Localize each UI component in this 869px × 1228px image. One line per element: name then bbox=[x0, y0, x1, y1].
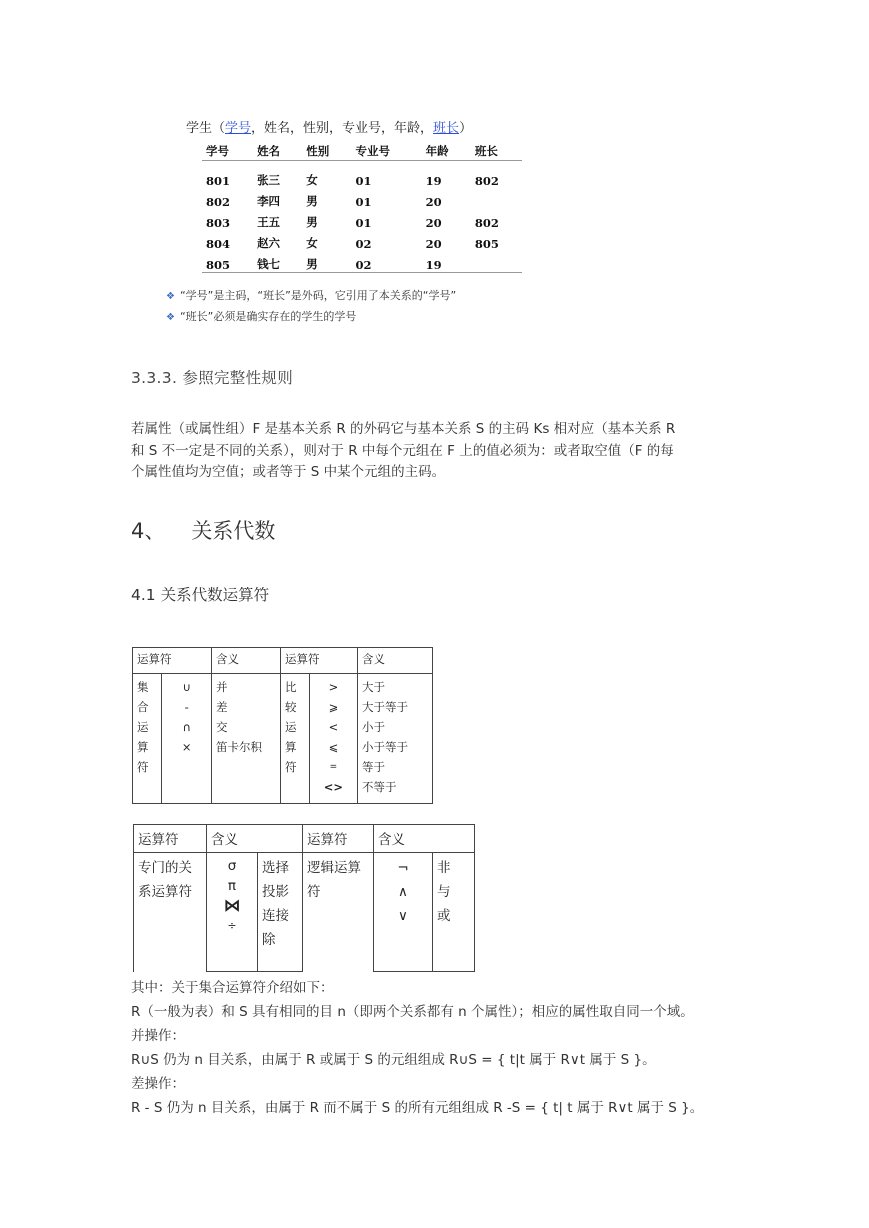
set-operator-meanings bbox=[212, 674, 281, 804]
student-relation-figure bbox=[166, 108, 534, 326]
cell: 20 bbox=[425, 216, 442, 230]
meaning: 非 bbox=[437, 860, 451, 877]
meaning: 不等于 bbox=[362, 780, 397, 794]
cell: 802 bbox=[474, 174, 499, 188]
header-cell: 姓名 bbox=[253, 143, 302, 161]
set-operator-symbols bbox=[162, 674, 212, 804]
group-label-text: 比较运算符 bbox=[285, 680, 297, 774]
symbol: × bbox=[181, 740, 192, 754]
relational-operator-meanings bbox=[258, 853, 303, 972]
difference-definition: R - S 仍为 n 目关系，由属于 R 而不属于 S 的所有元组组成 R -S = { t| t 属于 R∨t 属于 S }。 bbox=[131, 1100, 704, 1116]
symbol: = bbox=[329, 762, 338, 772]
meaning: 除 bbox=[262, 932, 276, 949]
cell: 19 bbox=[425, 174, 442, 188]
header-cell: 班长 bbox=[471, 143, 522, 161]
symbol: σ bbox=[227, 858, 237, 875]
cell: 男 bbox=[302, 251, 351, 273]
header-cell: 学号 bbox=[202, 143, 253, 161]
table-row bbox=[202, 230, 522, 251]
symbol: < bbox=[328, 720, 339, 734]
header-cell: 含义 bbox=[212, 648, 281, 674]
cell: 19 bbox=[422, 251, 471, 273]
operator-table-set-comparison bbox=[132, 647, 433, 804]
meaning: 与 bbox=[437, 884, 451, 901]
meaning: 交 bbox=[216, 720, 228, 734]
cell bbox=[471, 251, 522, 273]
cell: 02 bbox=[355, 237, 372, 251]
table-row bbox=[202, 251, 522, 273]
symbol: ¬ bbox=[397, 860, 409, 877]
symbol: <> bbox=[323, 780, 344, 794]
meaning: 连接 bbox=[262, 908, 289, 925]
logical-operator-symbols bbox=[374, 853, 433, 972]
symbol: ÷ bbox=[227, 919, 237, 933]
paragraph-line: 其中：关于集合运算符介绍如下： bbox=[131, 980, 334, 996]
comparison-operator-meanings bbox=[358, 674, 433, 804]
meaning: 大于 bbox=[362, 680, 385, 694]
meaning: 选择 bbox=[262, 860, 289, 877]
cell: 802 bbox=[474, 216, 499, 230]
relational-operator-group-label bbox=[134, 853, 207, 972]
diamond-bullet-icon: ❖ bbox=[166, 312, 175, 323]
cell: 20 bbox=[425, 195, 442, 209]
caption-suffix: ） bbox=[459, 121, 473, 136]
note-monitor-must-exist bbox=[166, 308, 356, 324]
student-schema-caption bbox=[186, 117, 472, 136]
group-label-text: 逻辑运算符 bbox=[307, 860, 361, 901]
section-number: 4、 bbox=[131, 519, 166, 543]
symbol: ⩽ bbox=[328, 740, 339, 754]
cell: 女 bbox=[306, 173, 318, 187]
header-cell: 运算符 bbox=[303, 825, 374, 853]
cell: 20 bbox=[425, 237, 442, 251]
paragraph-line: 和 S 不一定是不同的关系），则对于 R 中每个元组在 F 上的值必须为：或者取空值（F 的每 bbox=[131, 442, 674, 459]
meaning: 并 bbox=[216, 680, 228, 694]
header-cell: 运算符 bbox=[281, 648, 358, 674]
symbol: π bbox=[227, 878, 237, 895]
section-title: 关系代数 bbox=[191, 519, 276, 543]
symbol: > bbox=[328, 680, 339, 694]
section-heading-3-3-3: 3.3.3. 参照完整性规则 bbox=[131, 369, 293, 387]
operator-table-relational-logical bbox=[133, 824, 475, 972]
paragraph-line: 个属性值均为空值；或者等于 S 中某个元组的主码。 bbox=[131, 464, 446, 480]
table-row bbox=[202, 209, 522, 230]
table-header-row bbox=[133, 648, 433, 674]
symbol: ∨ bbox=[398, 908, 408, 925]
difference-heading: 差操作： bbox=[131, 1076, 185, 1092]
cell: 女 bbox=[306, 236, 318, 250]
set-operator-group-label bbox=[133, 674, 162, 804]
cell: 805 bbox=[474, 237, 499, 251]
group-label-text: 集合运算符 bbox=[137, 680, 149, 774]
cell: 01 bbox=[355, 216, 372, 230]
header-cell: 年龄 bbox=[422, 143, 471, 161]
note-primary-foreign-key bbox=[166, 287, 456, 303]
comparison-operator-group-label bbox=[281, 674, 310, 804]
union-definition: R∪S 仍为 n 目关系，由属于 R 或属于 S 的元组组成 R∪S = { t|t 属于 R∨t 属于 S }。 bbox=[131, 1052, 656, 1068]
cell: 802 bbox=[206, 195, 231, 209]
student-table bbox=[202, 143, 522, 273]
cell: 赵六 bbox=[257, 236, 281, 250]
table-row bbox=[202, 188, 522, 209]
note-text: “班长”必须是确实存在的学生的学号 bbox=[179, 310, 357, 323]
cell: 803 bbox=[206, 216, 231, 230]
cell: 01 bbox=[355, 174, 372, 188]
union-heading: 并操作： bbox=[131, 1028, 185, 1044]
cell: 张三 bbox=[257, 173, 281, 187]
symbol: ∩ bbox=[182, 720, 191, 734]
logical-operator-group-label bbox=[303, 853, 374, 972]
paragraph-line: 若属性（或属性组）F 是基本关系 R 的外码它与基本关系 S 的主码 Ks 相对应（基本关系 R bbox=[131, 421, 676, 437]
header-cell: 含义 bbox=[358, 648, 433, 674]
comparison-operator-symbols bbox=[309, 674, 357, 804]
meaning: 差 bbox=[216, 700, 228, 714]
header-cell: 运算符 bbox=[134, 825, 207, 853]
logical-operator-meanings bbox=[433, 853, 475, 972]
cell: 801 bbox=[206, 174, 231, 188]
primary-key-link[interactable]: 学号 bbox=[225, 121, 252, 136]
set-operations-explanation bbox=[131, 976, 781, 1120]
cell: 01 bbox=[355, 195, 372, 209]
caption-prefix: 学生（ bbox=[186, 121, 226, 136]
table-row bbox=[133, 674, 433, 804]
meaning: 笛卡尔积 bbox=[216, 740, 262, 754]
referential-integrity-paragraph bbox=[131, 419, 751, 484]
cell: 男 bbox=[306, 194, 318, 208]
cell: 804 bbox=[206, 237, 231, 251]
relational-operator-symbols bbox=[207, 853, 258, 972]
table-row bbox=[202, 161, 522, 189]
cell: 王五 bbox=[257, 215, 281, 229]
meaning: 投影 bbox=[262, 884, 289, 901]
cell: 钱七 bbox=[253, 251, 302, 273]
header-cell: 专业号 bbox=[352, 143, 422, 161]
diamond-bullet-icon: ❖ bbox=[166, 291, 175, 302]
symbol: ∧ bbox=[398, 884, 408, 901]
meaning: 等于 bbox=[362, 760, 385, 774]
foreign-key-link[interactable]: 班长 bbox=[433, 121, 460, 136]
group-label-text: 专门的关系运算符 bbox=[138, 860, 192, 901]
cell: 李四 bbox=[257, 194, 281, 208]
header-cell: 含义 bbox=[207, 825, 303, 853]
meaning: 大于等于 bbox=[362, 700, 408, 714]
meaning: 小于 bbox=[362, 720, 385, 734]
note-text: “学号”是主码，“班长”是外码，它引用了本关系的“学号” bbox=[179, 289, 457, 302]
cell: 805 bbox=[202, 251, 253, 273]
meaning: 小于等于 bbox=[362, 740, 408, 754]
symbol: - bbox=[184, 700, 189, 714]
section-heading-4-1: 4.1 关系代数运算符 bbox=[131, 586, 270, 604]
symbol: ⩾ bbox=[328, 700, 339, 714]
section-heading-4 bbox=[131, 515, 275, 545]
paragraph-line: R（一般为表）和 S 具有相同的目 n（即两个关系都有 n 个属性）；相应的属性取自同一个域。 bbox=[131, 1004, 694, 1020]
meaning: 或 bbox=[437, 908, 451, 925]
symbol: ∪ bbox=[182, 680, 191, 694]
header-cell: 性别 bbox=[302, 143, 351, 161]
header-cell: 运算符 bbox=[133, 648, 212, 674]
cell: 男 bbox=[306, 215, 318, 229]
cell bbox=[471, 188, 522, 209]
header-cell: 含义 bbox=[374, 825, 475, 853]
student-table-header bbox=[202, 143, 522, 161]
symbol: ⋈ bbox=[223, 896, 241, 917]
table-header-row bbox=[134, 825, 475, 853]
table-row bbox=[134, 853, 475, 972]
caption-middle: ，姓名，性别，专业号，年龄， bbox=[251, 121, 434, 136]
cell: 02 bbox=[352, 251, 422, 273]
